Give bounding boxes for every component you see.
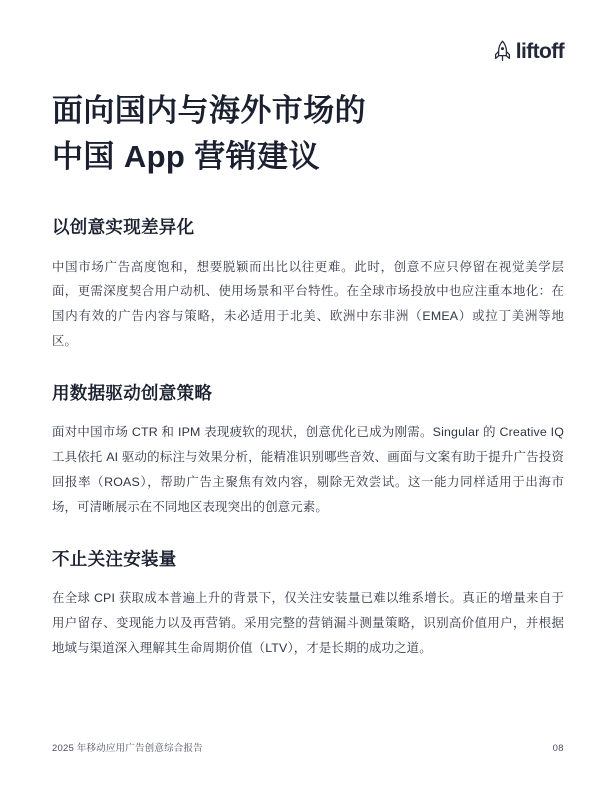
brand-logo — [494, 40, 564, 62]
page-footer — [52, 740, 564, 754]
section-creative-differentiation — [52, 215, 564, 354]
section-paragraph: 面对中国市场 CTR 和 IPM 表现疲软的现状，创意优化已成为刚需。Singular 的 Creative IQ 工具依托 AI 驱动的标注与效果分析，能精准识别哪些音效、画面与文案有助于提升广告投资回报率（ROAS），帮助广告主聚焦有效内容，剔除无效尝试。这一能力同样适用于出海市场，可清晰展示在不同地区表现突出的创意元素。 — [52, 425, 564, 514]
section-paragraph: 在全球 CPI 获取成本普遍上升的背景下，仅关注安装量已难以维系增长。真正的增量来自于用户留存、变现能力以及再营销。采用完整的营销漏斗测量策略，识别高价值用户，并根据地域与渠道深入理解其生命周期价值（LTV），才是长期的成功之道。 — [52, 591, 564, 655]
section-heading: 以创意实现差异化 — [52, 217, 195, 237]
page-title — [52, 88, 564, 180]
section-heading: 用数据驱动创意策略 — [52, 382, 213, 403]
page-title-line-1: 面向国内与海外市场的 — [52, 93, 366, 128]
brand-wordmark: liftoff — [515, 39, 564, 63]
footer-report-title: 2025 年移动应用广告创意综合报告 — [52, 743, 203, 754]
page-title-line-2: 中国 App 营销建议 — [52, 138, 320, 174]
footer-page-number: 08 — [552, 743, 564, 754]
section-heading: 不止关注安装量 — [52, 548, 177, 569]
content-column — [52, 215, 564, 660]
section-paragraph: 中国市场广告高度饱和，想要脱颖而出比以往更难。此时，创意不应只停留在视觉美学层面，更需深度契合用户动机、使用场景和平台特性。在全球市场投放中也应注重本地化：在国内有效的广告内容与策略，未必适用于北美、欧洲中东非洲（EMEA）或拉丁美洲等地区。 — [52, 259, 564, 348]
rocket-icon — [494, 40, 511, 62]
section-data-driven-creative — [52, 381, 564, 520]
section-beyond-installs — [52, 547, 564, 661]
